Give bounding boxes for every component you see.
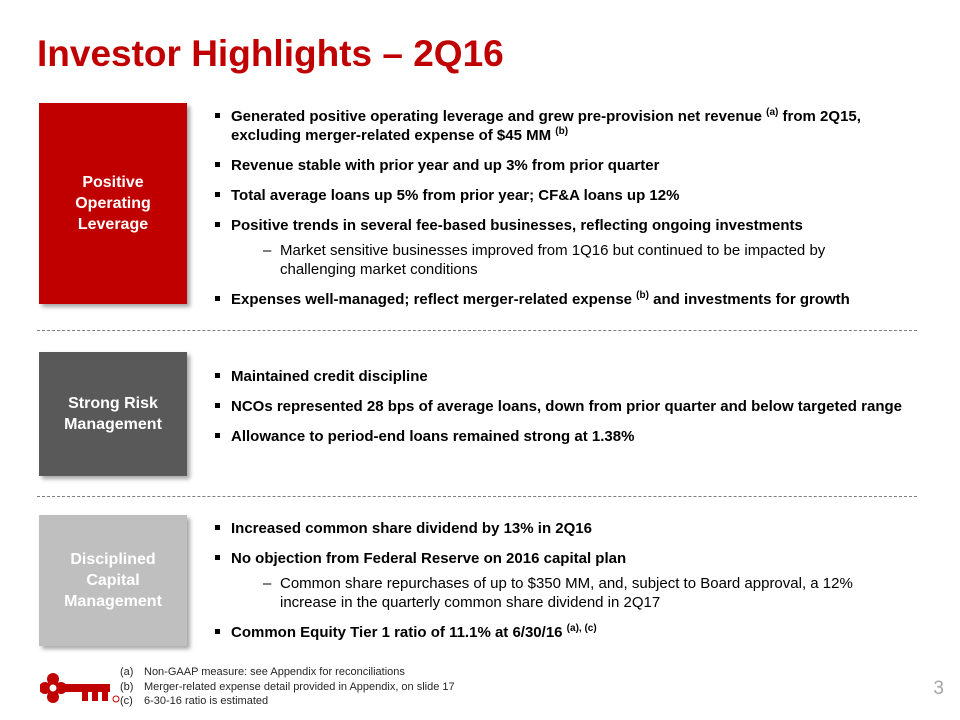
sub-bullet-item: – Market sensitive businesses improved from 1Q16 but continued to be impacted by challenging market conditions — [263, 242, 826, 278]
bullet-item: Positive trends in several fee-based businesses, reflecting ongoing investments — [213, 216, 903, 235]
bullet-item: Increased common share dividend by 13% in 2Q16 — [213, 519, 903, 538]
section-divider — [37, 496, 917, 497]
footnotes — [120, 665, 455, 709]
bullet-item: Revenue stable with prior year and up 3% from prior quarter — [213, 156, 903, 175]
dash-marker: – — [263, 575, 272, 592]
bullet-item: Maintained credit discipline — [213, 367, 903, 386]
operating-leverage-bullets — [213, 107, 903, 320]
key-logo-icon — [40, 671, 120, 705]
bullet-item: Total average loans up 5% from prior year; CF&A loans up 12% — [213, 186, 903, 205]
strong-risk-management-label — [39, 352, 187, 476]
dash-marker: – — [263, 242, 272, 259]
bullet-item: No objection from Federal Reserve on 2016 capital plan — [213, 549, 903, 568]
capital-management-bullets — [213, 519, 903, 653]
footnote-item: (b) Merger-related expense detail provided in Appendix, on slide 17 — [120, 680, 455, 693]
section-label: Positive Operating Leverage — [75, 174, 151, 233]
section-divider — [37, 330, 917, 331]
section-label: Strong Risk Management — [64, 395, 162, 433]
bullet-item: NCOs represented 28 bps of average loans, down from prior quarter and below targeted range — [213, 397, 903, 416]
bullet-item: Expenses well-managed; reflect merger-related expense $^{(b)}$ and investments for growth — [213, 290, 903, 309]
bullet-item: Generated positive operating leverage and grew pre-provision net revenue $^{(a)}$ from 2Q15, excluding merger-related expense of $45 MM $^{(b)}$ — [213, 107, 903, 145]
bullet-item: Allowance to period-end loans remained strong at 1.38% — [213, 427, 903, 446]
risk-management-bullets — [213, 367, 903, 457]
footnote-item: (c) 6-30-16 ratio is estimated — [120, 695, 269, 707]
page-title: Investor Highlights – 2Q16 — [37, 33, 504, 74]
section-label: Disciplined Capital Management — [64, 551, 162, 610]
bullet-item: Common Equity Tier 1 ratio of 11.1% at 6/30/16 $^{(a), (c)}$ — [213, 623, 903, 642]
footnote-item: (a) Non-GAAP measure: see Appendix for reconciliations — [120, 666, 405, 678]
page-number: 3 — [933, 678, 944, 699]
disciplined-capital-management-label — [39, 515, 187, 646]
sub-bullet-item: – Common share repurchases of up to $350 MM, and, subject to Board approval, a 12% increase in the quarterly common share dividend in 2Q17 — [263, 575, 853, 611]
positive-operating-leverage-label — [39, 103, 187, 304]
